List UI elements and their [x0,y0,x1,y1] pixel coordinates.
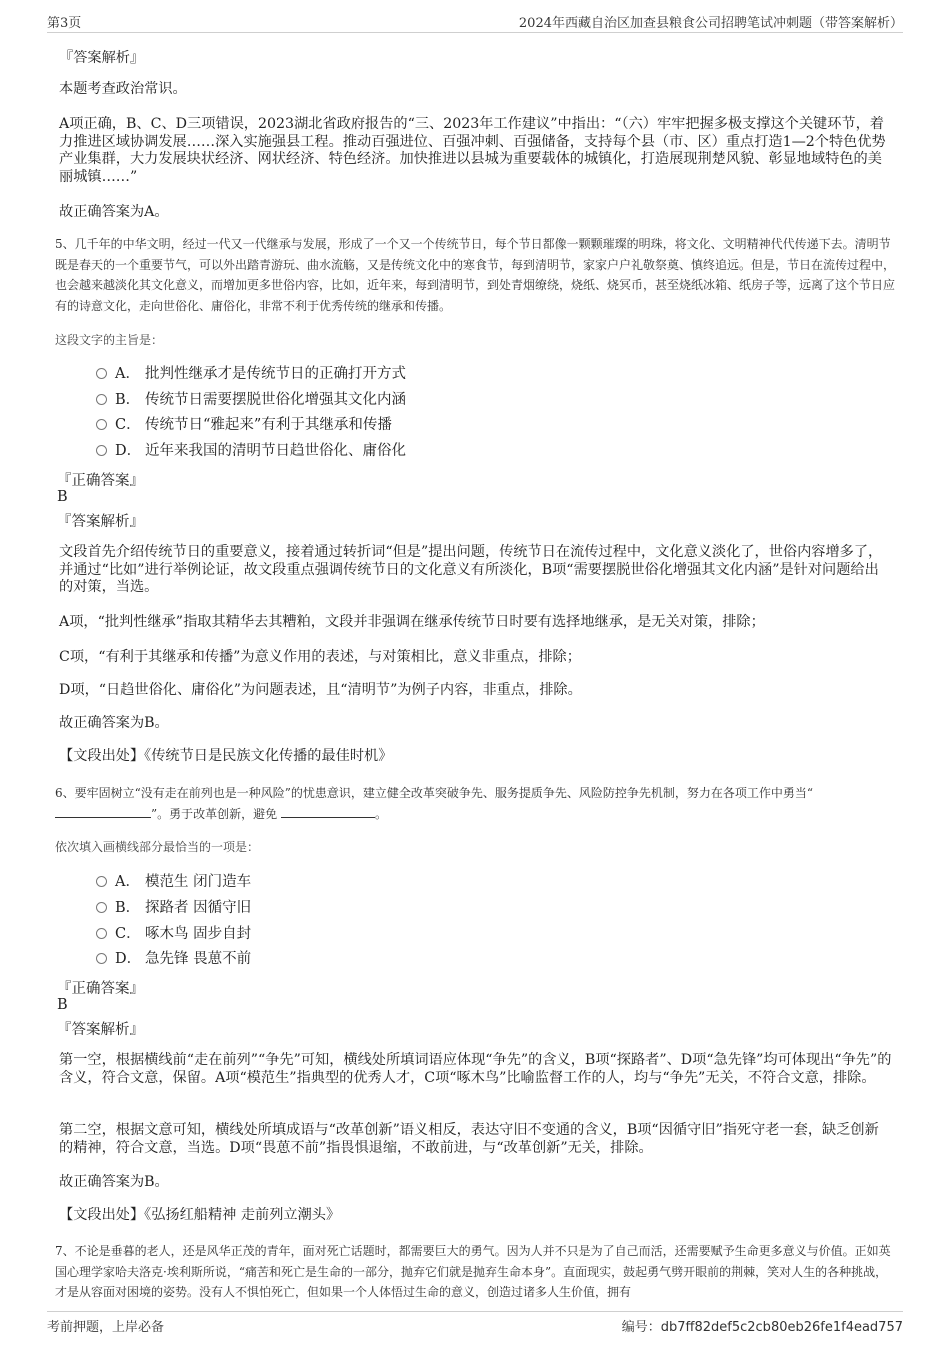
radio-icon[interactable] [96,928,107,939]
radio-icon[interactable] [96,953,107,964]
page-footer [47,1311,903,1336]
radio-icon[interactable] [96,445,107,456]
document-title: 2024年西藏自治区加查县粮食公司招聘笔试冲刺题（带答案解析） [518,16,903,31]
q5-analysis-p3: C项，“有利于其继承和传播”为意义作用的表述，与对策相比，意义非重点，排除； [59,649,581,665]
option-text: 批判性继承才是传统节日的正确打开方式 [145,366,406,382]
q4-analysis-label: 『答案解析』 [59,50,145,66]
option-text: 传统节日“雅起来”有利于其继承和传播 [145,417,392,433]
q5-stem: 5、几千年的中华文明，经过一代又一代继承与发展，形成了一个又一个传统节日，每个节日都像一颗颗璀璨的明珠，将文化、文明精神代代传递下去。清明节既是春天的一个重要节气，可以外出踏青游玩、曲水流觞，又是传统文化中的寒食节，每到清明节，家家户户礼敬祭奠、慎终追远。但是，节日在流传过程中，也会越来越淡化其文化意义，而增加更多世俗内容，比如，近年来，每到清明节，到处青烟缭绕，烧纸、烧冥币，甚至烧纸冰箱、纸房子等，远离了这个节日应有的诗意文化，走向世俗化、庸俗化，非常不利于优秀传统的继承和传播。 [55,237,896,313]
q6-stem-c: 。 [374,806,387,821]
radio-icon[interactable] [96,902,107,913]
q4-analysis-p2: A项正确，B、C、D三项错误，2023湖北省政府报告的“三、2023年工作建议”中指出：“（六）牢牢把握多极支撑这个关键环节，着力推进区域协调发展……深入实施强县工程。推动百强进位、百强冲刺、百强储备，支持每个县（市、区）重点打造1—2个特色优势产业集群，大力发展块状经济、网状经济、特色经济。加快推进以县城为重要载体的城镇化，打造展现荆楚风貌、彰显地域特色的美丽城镇……” [59,116,886,185]
q5-source: 【文段出处】《传统节日是民族文化传播的最佳时机》 [59,748,393,764]
q5-answer-label: 『正确答案』 [57,473,144,489]
q5-analysis-p4: D项，“日趋世俗化、庸俗化”为问题表述，且“清明节”为例子内容，非重点，排除。 [59,682,582,698]
document-code: 编号：db7ff82def5c2cb80eb26fe1f4ead757 [621,1320,903,1335]
option-text: 啄木鸟 固步自封 [145,926,252,942]
q6-analysis-p1: 第一空，根据横线前“走在前列”“争先”可知，横线处所填词语应体现“争先”的含义，B项“探路者”、D项“急先锋”均可体现出“争先”的含义，符合文意，保留。A项“模范生”指典型的优秀人才，C项“啄木鸟”比喻监督工作的人，均与“争先”无关，不符合文意，排除。 [59,1052,892,1086]
option-label: A． [115,874,140,890]
q5-analysis-p2: A项，“批判性继承”指取其精华去其糟粕，文段并非强调在继承传统节日时要有选择地继承，是无关对策，排除； [59,614,765,630]
option-text: 近年来我国的清明节日趋世俗化、庸俗化 [145,443,406,459]
option-label: C． [115,926,141,942]
page-header [47,12,903,33]
option-text: 传统节日需要摆脱世俗化增强其文化内涵 [145,392,406,408]
q6-stem [55,783,895,824]
footer-slogan: 考前押题，上岸必备 [47,1320,165,1335]
q6-analysis-label: 『答案解析』 [57,1022,144,1038]
q6-analysis-p2: 第二空，根据文意可知，横线处所填成语与“改革创新”语义相反，表达守旧不变通的含义，B项“因循守旧”指死守老一套，缺乏创新的精神，符合文意，当选。D项“畏葸不前”指畏惧退缩，不敢前进，与“改革创新”无关，排除。 [59,1122,879,1156]
page-number: 第3页 [47,16,82,31]
q4-analysis-p3: 故正确答案为A。 [59,204,169,220]
q6-stem-a: 6、要牢固树立“没有走在前列也是一种风险”的忧患意识，建立健全改革突破争先、服务提质争先、风险防控争先机制，努力在各项工作中勇当“ [55,786,814,800]
q7-stem: 7、不论是垂暮的老人，还是风华正茂的青年，面对死亡话题时，都需要巨大的勇气。因为人并不只是为了自己而活，还需要赋予生命更多意义与价值。正如英国心理学家哈夫洛克·埃利斯所说，“痛苦和死亡是生命的一部分，抛弃它们就是抛弃生命本身”。直面现实，鼓起勇气劈开眼前的荆棘，笑对人生的各种挑战，才是从容面对困境的姿势。没有人不惧怕死亡，但如果一个人体悟过生命的意义，创造过诸多人生价值，拥有 [55,1244,891,1299]
q6-analysis-p3: 故正确答案为B。 [59,1174,169,1190]
option-label: D． [115,443,142,459]
blank-1 [55,805,151,818]
q5-option-a[interactable] [96,364,406,384]
option-label: B． [115,392,141,408]
q5-analysis-p1: 文段首先介绍传统节日的重要意义，接着通过转折词“但是”提出问题，传统节日在流传过程中，文化意义淡化了，世俗内容增多了，并通过“比如”进行举例论证，故文段重点强调传统节日的文化意义有所淡化，B项“需要摆脱世俗化增强其文化内涵”是针对问题给出的对策，当选。 [59,544,883,595]
q4-analysis-p1: 本题考查政治常识。 [59,81,187,97]
q5-question: 这段文字的主旨是： [55,333,164,347]
q5-analysis-p5: 故正确答案为B。 [59,715,169,731]
option-label: A． [115,366,140,382]
q5-option-c[interactable] [96,415,392,435]
q6-source: 【文段出处】《弘扬红船精神 走前列立潮头》 [59,1207,341,1223]
option-label: C． [115,417,141,433]
option-text: 模范生 闭门造车 [145,874,252,890]
blank-2 [281,805,375,818]
q6-answer: B [57,997,68,1013]
q5-answer: B [57,489,68,505]
radio-icon[interactable] [96,368,107,379]
q5-option-b[interactable] [96,390,406,410]
radio-icon[interactable] [96,876,107,887]
q5-option-d[interactable] [96,441,406,461]
option-text: 急先锋 畏葸不前 [145,951,252,967]
option-label: B． [115,900,141,916]
radio-icon[interactable] [96,419,107,430]
q6-answer-label: 『正确答案』 [57,981,144,997]
q6-option-d[interactable] [96,949,251,969]
radio-icon[interactable] [96,394,107,405]
q6-option-a[interactable] [96,872,251,892]
q6-stem-b: ”。勇于改革创新，避免 [151,806,278,821]
q6-question: 依次填入画横线部分最恰当的一项是： [55,840,260,854]
q5-analysis-label: 『答案解析』 [57,514,144,530]
q6-option-c[interactable] [96,924,251,944]
q6-option-b[interactable] [96,898,251,918]
option-label: D． [115,951,142,967]
option-text: 探路者 因循守旧 [145,900,252,916]
